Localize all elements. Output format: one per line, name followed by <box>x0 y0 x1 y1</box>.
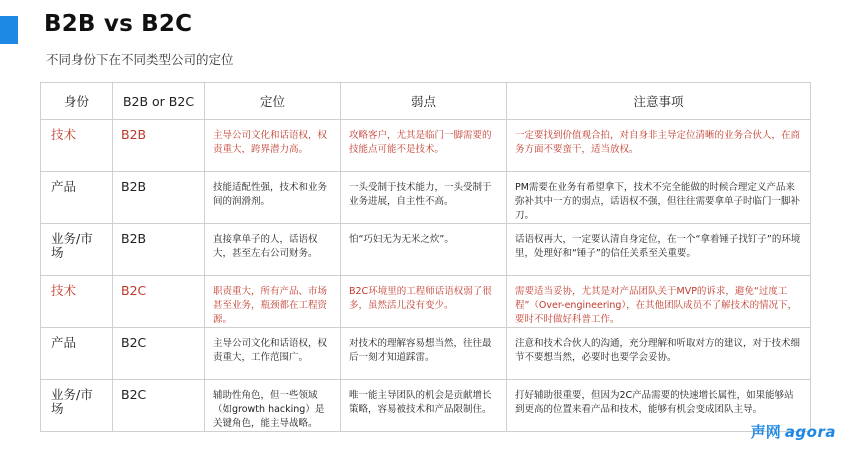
page-title: B2B vs B2C <box>44 11 193 37</box>
table-row <box>41 380 811 432</box>
cell-position: 辅助性角色，但一些领域（如growth hacking）是关键角色，能主导战略。 <box>205 380 341 432</box>
cell-type: B2C <box>113 380 205 432</box>
cell-position: 直接拿单子的人，话语权大，甚至左右公司财务。 <box>205 224 341 276</box>
cell-notes: 打好辅助很重要，但因为2C产品需要的快速增长属性，如果能够站到更高的位置来看产品和技术，能够有机会变成团队主导。 <box>507 380 811 432</box>
cell-notes: 一定要找到价值观合拍，对自身非主导定位清晰的业务合伙人，在商务方面不要蛮干，适当放权。 <box>507 120 811 172</box>
table-row <box>41 276 811 328</box>
cell-role: 产品 <box>41 172 113 224</box>
cell-role: 产品 <box>41 328 113 380</box>
agora-logo <box>751 421 836 442</box>
logo-cn-text: 声网 <box>750 423 781 441</box>
cell-type: B2C <box>113 276 205 328</box>
table-row <box>41 172 811 224</box>
cell-type: B2B <box>113 120 205 172</box>
logo-en-text: agora <box>784 423 836 441</box>
cell-weakness: 对技术的理解容易想当然，往往最后一刻才知道踩雷。 <box>341 328 507 380</box>
page-subtitle: 不同身份下在不同类型公司的定位 <box>46 52 234 67</box>
header-role: 身份 <box>41 83 113 120</box>
cell-position: 技能适配性强，技术和业务间的润滑剂。 <box>205 172 341 224</box>
table-row <box>41 328 811 380</box>
table-row <box>41 120 811 172</box>
title-accent-bar <box>0 16 18 44</box>
cell-notes: 话语权再大，一定要认清自身定位，在一个“拿着锤子找钉子”的环境里，处理好和“锤子”的信任关系至关重要。 <box>507 224 811 276</box>
comparison-table <box>40 82 811 432</box>
cell-notes: 需要适当妥协，尤其是对产品团队关于MVP的诉求，避免“过度工程”（Over-engineering），在其他团队成员不了解技术的情况下，要时不时做好科普工作。 <box>507 276 811 328</box>
cell-role: 业务/市场 <box>41 224 113 276</box>
header-weakness: 弱点 <box>341 83 507 120</box>
cell-weakness: 唯一能主导团队的机会是贡献增长策略，容易被技术和产品限制住。 <box>341 380 507 432</box>
cell-notes: PM需要在业务有希望拿下，技术不完全能做的时候合理定义产品来弥补其中一方的弱点，话语权不强，但往往需要拿单子时临门一脚补刀。 <box>507 172 811 224</box>
cell-weakness: 一头受制于技术能力，一头受制于业务进展，自主性不高。 <box>341 172 507 224</box>
table-row <box>41 224 811 276</box>
cell-position: 职责重大，所有产品、市场甚至业务，瓶颈都在工程资源。 <box>205 276 341 328</box>
header-position: 定位 <box>205 83 341 120</box>
header-type: B2B or B2C <box>113 83 205 120</box>
cell-type: B2B <box>113 172 205 224</box>
cell-position: 主导公司文化和话语权，权责重大，跨界潜力高。 <box>205 120 341 172</box>
cell-type: B2C <box>113 328 205 380</box>
cell-weakness: 攻略客户，尤其是临门一脚需要的技能点可能不是技术。 <box>341 120 507 172</box>
cell-weakness: 怕“巧妇无为无米之炊”。 <box>341 224 507 276</box>
header-notes: 注意事项 <box>507 83 811 120</box>
cell-type: B2B <box>113 224 205 276</box>
cell-role: 业务/市场 <box>41 380 113 432</box>
cell-position: 主导公司文化和话语权，权责重大，工作范围广。 <box>205 328 341 380</box>
cell-role: 技术 <box>41 276 113 328</box>
table-header-row <box>41 83 811 120</box>
cell-notes: 注意和技术合伙人的沟通，充分理解和听取对方的建议，对于技术细节不要想当然，必要时也要学会妥协。 <box>507 328 811 380</box>
cell-role: 技术 <box>41 120 113 172</box>
cell-weakness: B2C环境里的工程师话语权弱了很多，虽然活儿没有变少。 <box>341 276 507 328</box>
